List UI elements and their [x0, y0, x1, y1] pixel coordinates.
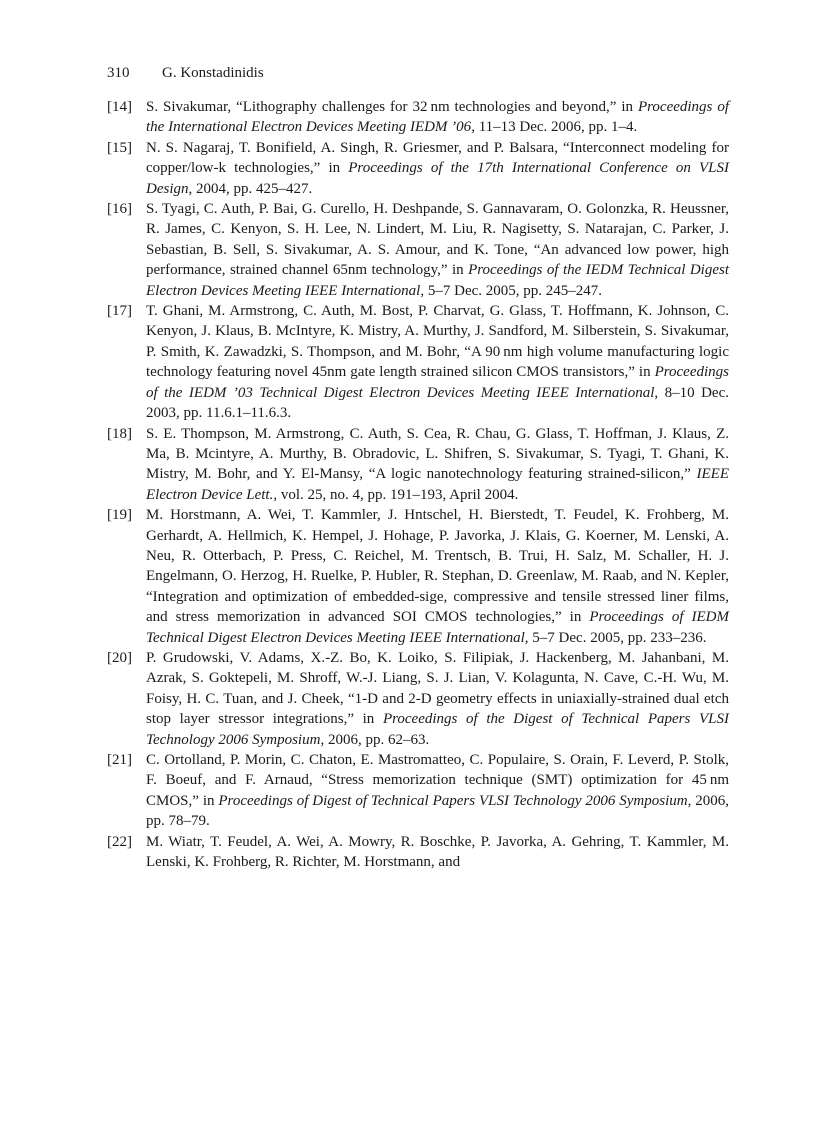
reference-number: [22]	[107, 833, 132, 850]
reference-list	[107, 97, 729, 872]
reference-text	[146, 138, 729, 199]
reference-text-segment: , 5–7 Dec. 2005, pp. 233–236.	[524, 629, 707, 646]
reference-text-segment: S. Sivakumar, “Lithography challenges for 32 nm technologies and beyond,” in	[146, 99, 638, 115]
reference-text-segment: S. Tyagi, C. Auth, P. Bai, G. Curello, H. Deshpande, S. Gannavaram, O. Golonzka, R. Heussner, R. James, C. Kenyon, S. H. Lee, N. Lindert, M. Liu, R. Nagisetty, S. Natarajan, C. Parker, J. Sebastian, B. Sell, S. Sivakumar, A. S. Amour, and K. Tone, “An advanced low power, high performance, strained channel 65nm technology,” in	[146, 201, 729, 279]
reference-number: [21]	[107, 752, 132, 768]
reference-entry	[107, 199, 729, 301]
reference-entry	[107, 301, 729, 423]
reference-number: [17]	[107, 303, 132, 320]
reference-number: [18]	[107, 425, 132, 442]
reference-text	[146, 832, 729, 873]
reference-text-segment: , vol. 25, no. 4, pp. 191–193, April 2004.	[273, 486, 519, 503]
reference-venue: Proceedings of the IEDM Technical Digest Electron Devices Meeting IEEE International	[146, 262, 729, 299]
reference-text	[146, 750, 729, 832]
reference-text	[146, 505, 729, 648]
reference-entry	[107, 505, 729, 648]
reference-number: [20]	[107, 649, 132, 666]
reference-venue: Proceedings of Digest of Technical Papers VLSI Technology 2006 Symposium	[218, 792, 688, 809]
reference-entry	[107, 750, 729, 832]
reference-text-segment: , 5–7 Dec. 2005, pp. 245–247.	[420, 282, 603, 299]
reference-venue: Proceedings of the Digest of Technical Papers VLSI Technology 2006 Symposium	[146, 711, 729, 748]
reference-venue: Proceedings of IEDM Technical Digest Electron Devices Meeting IEEE International	[146, 609, 729, 646]
running-head-author: G. Konstadinidis	[162, 65, 264, 81]
reference-entry	[107, 138, 729, 199]
reference-number: [14]	[107, 99, 132, 115]
reference-text-segment: , 2004, pp. 425–427.	[188, 180, 313, 197]
reference-number: [19]	[107, 507, 132, 524]
reference-entry	[107, 648, 729, 750]
reference-text-segment: , 2006, pp. 78–79.	[146, 792, 730, 830]
reference-text-segment: , 2006, pp. 62–63.	[320, 731, 430, 748]
reference-text-segment: , 11–13 Dec. 2006, pp. 1–4.	[471, 119, 638, 136]
reference-number: [15]	[107, 139, 132, 156]
reference-text-segment: M. Horstmann, A. Wei, T. Kammler, J. Hntschel, H. Bierstedt, T. Feudel, K. Frohberg, M. Gerhardt, A. Hellmich, K. Hempel, J. Hohage, P. Javorka, J. Klais, G. Koerner, M. Lenski, A. Neu, R. Otterbach, P. Press, C. Reichel, M. Trentsch, B. Trui, H. Salz, M. Schaller, H. J. Engelmann, O. Herzog, H. Ruelke, P. Hubler, R. Stephan, D. Greenlaw, M. Raab, and N. Kepler, “Integration and optimization of embedded-sige, compressive and tensile stressed liner films, and stress memorization in advanced SOI CMOS technologies,” in	[146, 507, 729, 626]
reference-entry	[107, 424, 729, 506]
reference-text-segment: C. Ortolland, P. Morin, C. Chaton, E. Mastromatteo, C. Populaire, S. Orain, F. Leverd, P. Stolk, F. Boeuf, and F. Arnaud, “Stress memorization technique (SMT) optimization for 45 nm CMOS,” in	[146, 752, 729, 809]
reference-venue: Proceedings of the 17th International Conference on VLSI Design	[146, 160, 729, 197]
reference-text-segment: N. S. Nagaraj, T. Bonifield, A. Singh, R. Griesmer, and P. Balsara, “Interconnect modeling for copper/low-k technologies,” in	[146, 139, 729, 177]
reference-text	[146, 301, 729, 423]
reference-text	[146, 424, 729, 506]
reference-text	[146, 648, 729, 750]
reference-text-segment: T. Ghani, M. Armstrong, C. Auth, M. Bost, P. Charvat, G. Glass, T. Hoffmann, K. Johnson, C. Kenyon, J. Klaus, B. McIntyre, K. Mistry, A. Murthy, J. Sandford, M. Silberstein, S. Sivakumar, P. Smith, K. Zawadzki, S. Thompson, and M. Bohr, “A 90 nm high volume manufacturing logic technology featuring novel 45nm gate length strained silicon CMOS transistors,” in	[146, 303, 729, 381]
reference-text-segment: M. Wiatr, T. Feudel, A. Wei, A. Mowry, R. Boschke, P. Javorka, A. Gehring, T. Kammler, M. Lenski, K. Frohberg, R. Richter, M. Horstmann, and	[146, 833, 729, 871]
reference-text-segment: S. E. Thompson, M. Armstrong, C. Auth, S. Cea, R. Chau, G. Glass, T. Hoffman, J. Klaus, Z. Ma, B. Mcintyre, A. Murthy, B. Obradovic, L. Shifren, S. Sivakumar, S. Tyagi, T. Ghani, K. Mistry, M. Bohr, and Y. El-Mansy, “A logic nanotechnology featuring strained-silicon,”	[146, 425, 729, 483]
reference-text	[146, 199, 729, 301]
reference-venue: IEEE Electron Device Lett.	[146, 466, 729, 503]
running-head	[107, 63, 264, 83]
page-number: 310	[107, 65, 130, 81]
reference-text-segment: , 8–10 Dec. 2003, pp. 11.6.1–11.6.3.	[146, 384, 729, 422]
reference-text-segment: P. Grudowski, V. Adams, X.-Z. Bo, K. Loiko, S. Filipiak, J. Hackenberg, M. Jahanbani, M. Azrak, S. Goktepeli, M. Shroff, W.-J. Liang, S. J. Lian, V. Kolagunta, N. Cave, C.-H. Wu, M. Foisy, H. C. Tuan, and J. Cheek, “1-D and 2-D geometry effects in uniaxially-strained dual etch stop layer stressor integrations,” in	[146, 649, 729, 728]
reference-entry	[107, 832, 729, 873]
reference-text	[146, 97, 729, 138]
reference-entry	[107, 97, 729, 138]
reference-venue: Proceedings of the IEDM ’03 Technical Digest Electron Devices Meeting IEEE International	[146, 364, 729, 401]
reference-number: [16]	[107, 201, 132, 218]
reference-venue: Proceedings of the International Electron Devices Meeting IEDM ’06	[146, 99, 729, 136]
